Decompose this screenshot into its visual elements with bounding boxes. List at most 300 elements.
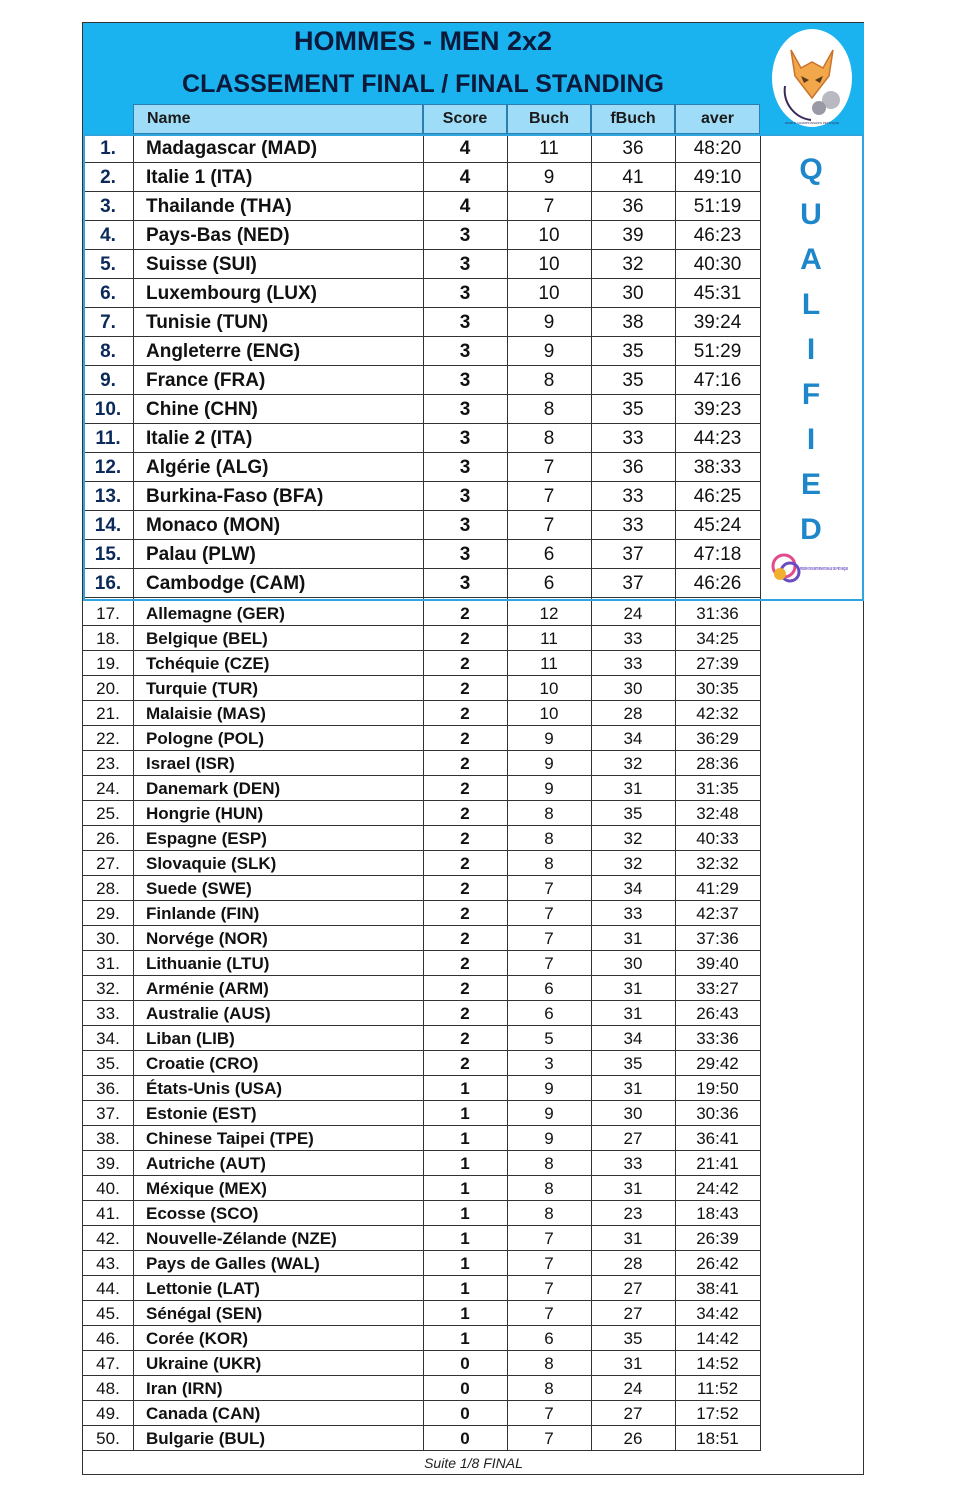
cell-buch: 8: [544, 804, 554, 823]
cell-buch: 10: [538, 254, 560, 275]
cell-name: France (FRA): [146, 370, 266, 391]
cell-aver: 47:16: [693, 370, 742, 391]
cell-aver: 39:23: [693, 399, 742, 420]
cell-name: Sénégal (SEN): [146, 1304, 263, 1323]
cell-rank: 37.: [96, 1104, 120, 1123]
cell-aver: 33:27: [696, 979, 739, 998]
cell-score: 1: [460, 1304, 470, 1323]
cell-rank: 23.: [96, 754, 120, 773]
cell-score: 3: [459, 370, 471, 391]
cell-buch: 10: [538, 283, 560, 304]
cell-buch: 8: [544, 1179, 554, 1198]
cell-aver: 26:42: [696, 1254, 739, 1273]
cell-score: 3: [459, 254, 471, 275]
column-header-fbuch: fBuch: [591, 104, 675, 134]
cell-fbuch: 38: [622, 312, 644, 333]
cell-buch: 9: [543, 312, 555, 333]
cell-score: 3: [459, 225, 471, 246]
cell-fbuch: 26: [623, 1429, 643, 1448]
cell-score: 3: [459, 515, 471, 536]
cell-score: 4: [459, 196, 471, 217]
cell-rank: 45.: [96, 1304, 120, 1323]
cell-aver: 40:33: [696, 829, 739, 848]
cell-fbuch: 36: [622, 457, 644, 478]
cell-fbuch: 33: [622, 515, 644, 536]
fipj-logo: [770, 548, 904, 588]
cell-score: 3: [459, 283, 471, 304]
cell-aver: 30:35: [696, 679, 739, 698]
cell-score: 2: [460, 729, 470, 748]
cell-buch: 7: [544, 904, 554, 923]
cell-buch: 8: [543, 428, 555, 449]
cell-rank: 26.: [96, 829, 120, 848]
cell-score: 3: [459, 544, 471, 565]
qualified-letter: I: [806, 423, 816, 456]
cell-score: 0: [460, 1354, 470, 1373]
cell-rank: 19.: [96, 654, 120, 673]
cell-buch: 9: [544, 1079, 554, 1098]
cell-buch: 9: [544, 1129, 554, 1148]
cell-aver: 45:24: [693, 515, 742, 536]
cell-name: Canada (CAN): [146, 1404, 261, 1423]
cell-buch: 7: [543, 486, 555, 507]
qualified-letter: E: [800, 468, 821, 501]
cell-name: Norvége (NOR): [146, 929, 268, 948]
cell-rank: 42.: [96, 1229, 120, 1248]
cell-rank: 14.: [94, 515, 122, 536]
cell-rank: 2.: [100, 167, 116, 188]
cell-score: 2: [460, 654, 470, 673]
cell-fbuch: 34: [623, 729, 643, 748]
cell-name: Madagascar (MAD): [146, 138, 318, 159]
cell-aver: 46:23: [693, 225, 742, 246]
cell-fbuch: 30: [623, 954, 643, 973]
cell-fbuch: 34: [623, 879, 643, 898]
cell-rank: 46.: [96, 1329, 120, 1348]
qualified-letter: F: [801, 378, 821, 411]
cell-fbuch: 27: [623, 1129, 643, 1148]
cell-fbuch: 33: [622, 486, 644, 507]
cell-score: 2: [460, 804, 470, 823]
cell-rank: 35.: [96, 1054, 120, 1073]
cell-score: 4: [459, 167, 471, 188]
cell-score: 3: [459, 457, 471, 478]
cell-score: 0: [460, 1379, 470, 1398]
cell-aver: 38:33: [693, 457, 742, 478]
logo-text: WORLD CHAMPIONSHIPS PETANQUE: [784, 121, 840, 125]
cell-aver: 31:36: [696, 604, 739, 623]
cell-name: Chine (CHN): [146, 399, 258, 420]
cell-name: Danemark (DEN): [146, 779, 281, 798]
qualified-letter: L: [801, 288, 821, 321]
cell-rank: 15.: [94, 544, 122, 565]
cell-fbuch: 33: [623, 629, 643, 648]
cell-name: Malaisie (MAS): [146, 704, 266, 723]
page-subtitle: CLASSEMENT FINAL / FINAL STANDING: [182, 70, 664, 98]
cell-name: Iran (IRN): [146, 1379, 223, 1398]
cell-name: Ecosse (SCO): [146, 1204, 259, 1223]
cell-aver: 44:23: [693, 428, 742, 449]
cell-fbuch: 28: [623, 1254, 643, 1273]
cell-name: Autriche (AUT): [146, 1154, 266, 1173]
cell-aver: 32:48: [696, 804, 739, 823]
cell-score: 2: [460, 704, 470, 723]
cell-buch: 9: [543, 341, 555, 362]
cell-score: 1: [460, 1279, 470, 1298]
cell-name: Monaco (MON): [146, 515, 281, 536]
cell-rank: 27.: [96, 854, 120, 873]
cell-rank: 12.: [94, 457, 122, 478]
cell-aver: 14:52: [696, 1354, 739, 1373]
cell-aver: 32:32: [696, 854, 739, 873]
cell-rank: 29.: [96, 904, 120, 923]
cell-score: 2: [460, 679, 470, 698]
cell-aver: 29:42: [696, 1054, 739, 1073]
cell-score: 1: [460, 1204, 470, 1223]
qualified-letter: Q: [799, 153, 823, 186]
cell-fbuch: 31: [623, 1354, 643, 1373]
cell-rank: 16.: [94, 573, 122, 594]
cell-rank: 25.: [96, 804, 120, 823]
cell-aver: 40:30: [693, 254, 742, 275]
cell-buch: 11: [540, 629, 558, 648]
row-divider: [83, 1450, 760, 1451]
cell-fbuch: 37: [622, 544, 644, 565]
cell-aver: 34:25: [696, 629, 739, 648]
cell-fbuch: 31: [623, 1229, 643, 1248]
cell-fbuch: 35: [623, 1054, 643, 1073]
column-header-score: Score: [423, 104, 507, 134]
cell-score: 1: [460, 1329, 470, 1348]
cell-name: Belgique (BEL): [146, 629, 268, 648]
cell-buch: 8: [544, 854, 554, 873]
qualified-letter: I: [806, 333, 816, 366]
cell-score: 2: [460, 1029, 470, 1048]
cell-buch: 8: [544, 1354, 554, 1373]
cell-rank: 17.: [96, 604, 120, 623]
cell-fbuch: 32: [623, 754, 643, 773]
cell-buch: 7: [544, 1279, 554, 1298]
cell-score: 2: [460, 904, 470, 923]
cell-rank: 47.: [96, 1354, 120, 1373]
cell-name: Arménie (ARM): [146, 979, 269, 998]
cell-aver: 26:43: [696, 1004, 739, 1023]
cell-fbuch: 35: [623, 804, 643, 823]
cell-buch: 7: [544, 1304, 554, 1323]
cell-score: 1: [460, 1179, 470, 1198]
cell-score: 2: [460, 829, 470, 848]
cell-name: Tchéquie (CZE): [146, 654, 270, 673]
cell-score: 3: [459, 428, 471, 449]
cell-aver: 48:20: [693, 138, 742, 159]
cell-aver: 26:39: [696, 1229, 739, 1248]
cell-name: États-Unis (USA): [146, 1079, 283, 1098]
cell-fbuch: 23: [623, 1204, 643, 1223]
cell-aver: 31:35: [696, 779, 739, 798]
cell-fbuch: 35: [622, 399, 644, 420]
cell-aver: 39:40: [696, 954, 739, 973]
cell-aver: 38:41: [696, 1279, 739, 1298]
cell-score: 2: [460, 1004, 470, 1023]
cell-fbuch: 33: [623, 1154, 643, 1173]
cell-buch: 7: [543, 196, 555, 217]
cell-rank: 43.: [96, 1254, 120, 1273]
cell-score: 2: [460, 779, 470, 798]
cell-aver: 27:39: [696, 654, 739, 673]
cell-fbuch: 32: [623, 829, 643, 848]
cell-buch: 9: [544, 1104, 554, 1123]
cell-aver: 28:36: [696, 754, 739, 773]
cell-rank: 1.: [100, 138, 116, 159]
cell-score: 2: [460, 854, 470, 873]
cell-buch: 7: [544, 1254, 554, 1273]
cell-fbuch: 24: [623, 604, 643, 623]
cell-aver: 34:42: [696, 1304, 739, 1323]
cell-rank: 3.: [100, 196, 116, 217]
cell-rank: 7.: [100, 312, 116, 333]
cell-rank: 39.: [96, 1154, 120, 1173]
cell-fbuch: 31: [623, 1179, 643, 1198]
cell-buch: 12: [539, 604, 559, 623]
cell-name: Liban (LIB): [146, 1029, 235, 1048]
cell-aver: 39:24: [693, 312, 742, 333]
cell-name: Australie (AUS): [146, 1004, 271, 1023]
cell-buch: 9: [544, 779, 554, 798]
footer-note: Suite 1/8 FINAL: [424, 1455, 523, 1471]
cell-fbuch: 31: [623, 1079, 643, 1098]
cell-rank: 10.: [94, 399, 122, 420]
cell-score: 3: [459, 312, 471, 333]
cell-buch: 9: [544, 729, 554, 748]
cell-fbuch: 30: [623, 679, 643, 698]
cell-name: Turquie (TUR): [146, 679, 259, 698]
cell-rank: 31.: [96, 954, 120, 973]
cell-buch: 7: [544, 1229, 554, 1248]
cell-rank: 40.: [96, 1179, 120, 1198]
cell-buch: 10: [539, 679, 559, 698]
cell-fbuch: 36: [622, 196, 644, 217]
cell-fbuch: 32: [623, 854, 643, 873]
cell-score: 1: [460, 1154, 470, 1173]
cell-fbuch: 24: [623, 1379, 643, 1398]
cell-fbuch: 31: [623, 929, 643, 948]
cell-score: 3: [459, 399, 471, 420]
cell-name: Thailande (THA): [146, 196, 292, 217]
cell-name: Israel (ISR): [146, 754, 235, 773]
page-title: HOMMES - MEN 2x2: [293, 26, 553, 56]
cell-name: Nouvelle-Zélande (NZE): [146, 1229, 337, 1248]
cell-buch: 6: [543, 573, 555, 594]
cell-aver: 17:52: [696, 1404, 739, 1423]
cell-rank: 41.: [96, 1204, 120, 1223]
cell-name: Suede (SWE): [146, 879, 252, 898]
cell-fbuch: 33: [623, 654, 643, 673]
cell-buch: 8: [543, 399, 555, 420]
cell-buch: 6: [544, 979, 554, 998]
cell-name: Algérie (ALG): [146, 457, 269, 478]
cell-score: 4: [459, 138, 471, 159]
cell-buch: 8: [544, 1379, 554, 1398]
cell-fbuch: 28: [623, 704, 643, 723]
cell-rank: 21.: [96, 704, 120, 723]
cell-fbuch: 30: [623, 1104, 643, 1123]
cell-name: Ukraine (UKR): [146, 1354, 262, 1373]
cell-rank: 44.: [96, 1279, 120, 1298]
cell-score: 2: [460, 604, 470, 623]
cell-name: Angleterre (ENG): [146, 341, 301, 362]
cell-fbuch: 37: [622, 573, 644, 594]
cell-fbuch: 39: [622, 225, 644, 246]
cell-name: Pays de Galles (WAL): [146, 1254, 320, 1273]
cell-buch: 8: [543, 370, 555, 391]
cell-aver: 47:18: [693, 544, 742, 565]
cell-aver: 49:10: [693, 167, 742, 188]
cell-rank: 48.: [96, 1379, 120, 1398]
cell-name: Luxembourg (LUX): [146, 283, 317, 304]
cell-name: Palau (PLW): [146, 544, 256, 565]
cell-fbuch: 41: [622, 167, 644, 188]
cell-score: 2: [460, 929, 470, 948]
cell-score: 0: [460, 1429, 470, 1448]
cell-aver: 42:32: [696, 704, 739, 723]
column-header-name: Name: [133, 104, 423, 134]
cell-aver: 18:51: [696, 1429, 739, 1448]
fipj-text: FÉDÉRATION INTERNATIONALE DE PÉTANQUE: [800, 566, 904, 571]
cell-name: Croatie (CRO): [146, 1054, 259, 1073]
column-header-aver: aver: [675, 104, 760, 134]
championship-logo: [771, 28, 853, 128]
cell-aver: 51:19: [693, 196, 742, 217]
cell-rank: 28.: [96, 879, 120, 898]
cell-aver: 36:29: [696, 729, 739, 748]
cell-score: 3: [459, 573, 471, 594]
cell-rank: 18.: [96, 629, 120, 648]
cell-fbuch: 35: [622, 370, 644, 391]
cell-score: 3: [459, 486, 471, 507]
cell-fbuch: 36: [622, 138, 644, 159]
cell-rank: 33.: [96, 1004, 120, 1023]
cell-name: Corée (KOR): [146, 1329, 249, 1348]
cell-buch: 8: [544, 1154, 554, 1173]
cell-rank: 5.: [100, 254, 116, 275]
cell-score: 2: [460, 754, 470, 773]
cell-name: Méxique (MEX): [146, 1179, 267, 1198]
cell-name: Italie 2 (ITA): [146, 428, 253, 449]
cell-score: 0: [460, 1404, 470, 1423]
cell-aver: 18:43: [696, 1204, 739, 1223]
cell-fbuch: 27: [623, 1279, 643, 1298]
cell-buch: 3: [544, 1054, 554, 1073]
cell-aver: 41:29: [696, 879, 739, 898]
cell-fbuch: 31: [623, 1004, 643, 1023]
qualified-letter: D: [800, 513, 822, 546]
cell-score: 1: [460, 1104, 470, 1123]
cell-fbuch: 32: [622, 254, 644, 275]
cell-fbuch: 30: [622, 283, 644, 304]
cell-score: 2: [460, 979, 470, 998]
cell-buch: 6: [544, 1004, 554, 1023]
cell-aver: 30:36: [696, 1104, 739, 1123]
cell-rank: 6.: [100, 283, 116, 304]
cell-name: Italie 1 (ITA): [146, 167, 253, 188]
cell-rank: 22.: [96, 729, 120, 748]
cell-fbuch: 31: [623, 979, 643, 998]
cell-fbuch: 27: [623, 1404, 643, 1423]
cell-fbuch: 31: [623, 779, 643, 798]
cell-rank: 4.: [100, 225, 116, 246]
cell-name: Pays-Bas (NED): [146, 225, 290, 246]
cell-fbuch: 33: [622, 428, 644, 449]
cell-aver: 42:37: [696, 904, 739, 923]
cell-name: Cambodge (CAM): [146, 573, 306, 594]
cell-name: Tunisie (TUN): [146, 312, 269, 333]
cell-aver: 21:41: [696, 1154, 739, 1173]
cell-name: Lettonie (LAT): [146, 1279, 260, 1298]
cell-buch: 10: [538, 225, 560, 246]
cell-fbuch: 35: [622, 341, 644, 362]
cell-aver: 51:29: [693, 341, 742, 362]
cell-buch: 7: [543, 515, 555, 536]
cell-fbuch: 27: [623, 1304, 643, 1323]
cell-buch: 8: [544, 1204, 554, 1223]
cell-name: Allemagne (GER): [146, 604, 285, 623]
cell-rank: 30.: [96, 929, 120, 948]
cell-buch: 9: [544, 754, 554, 773]
cell-buch: 7: [544, 929, 554, 948]
cell-buch: 6: [543, 544, 555, 565]
cell-rank: 49.: [96, 1404, 120, 1423]
cell-aver: 46:26: [693, 573, 742, 594]
qualified-zone: [83, 134, 904, 601]
cell-aver: 46:25: [693, 486, 742, 507]
cell-buch: 7: [544, 1404, 554, 1423]
qualified-letter: U: [800, 198, 822, 231]
cell-aver: 36:41: [696, 1129, 739, 1148]
cell-rank: 36.: [96, 1079, 120, 1098]
cell-rank: 8.: [100, 341, 116, 362]
cell-aver: 33:36: [696, 1029, 739, 1048]
cell-name: Suisse (SUI): [146, 254, 257, 275]
cell-score: 1: [460, 1229, 470, 1248]
column-header-buch: Buch: [507, 104, 591, 134]
cell-score: 1: [460, 1129, 470, 1148]
cell-name: Hongrie (HUN): [146, 804, 264, 823]
cell-score: 2: [460, 1054, 470, 1073]
cell-aver: 19:50: [696, 1079, 739, 1098]
cell-aver: 11:52: [696, 1379, 739, 1398]
cell-buch: 8: [544, 829, 554, 848]
cell-rank: 24.: [96, 779, 120, 798]
cell-rank: 34.: [96, 1029, 120, 1048]
cell-score: 2: [460, 954, 470, 973]
cell-score: 1: [460, 1079, 470, 1098]
cell-aver: 24:42: [696, 1179, 739, 1198]
cell-aver: 37:36: [696, 929, 739, 948]
cell-name: Burkina-Faso (BFA): [146, 486, 324, 507]
cell-buch: 7: [544, 1429, 554, 1448]
cell-buch: 7: [544, 879, 554, 898]
cell-buch: 5: [544, 1029, 554, 1048]
cell-buch: 7: [543, 457, 555, 478]
qualified-letter: A: [800, 243, 822, 276]
cell-rank: 38.: [96, 1129, 120, 1148]
cell-name: Chinese Taipei (TPE): [146, 1129, 314, 1148]
cell-name: Bulgarie (BUL): [146, 1429, 265, 1448]
cell-buch: 11: [540, 654, 558, 673]
cell-name: Lithuanie (LTU): [146, 954, 270, 973]
cell-name: Estonie (EST): [146, 1104, 257, 1123]
cell-fbuch: 35: [623, 1329, 643, 1348]
